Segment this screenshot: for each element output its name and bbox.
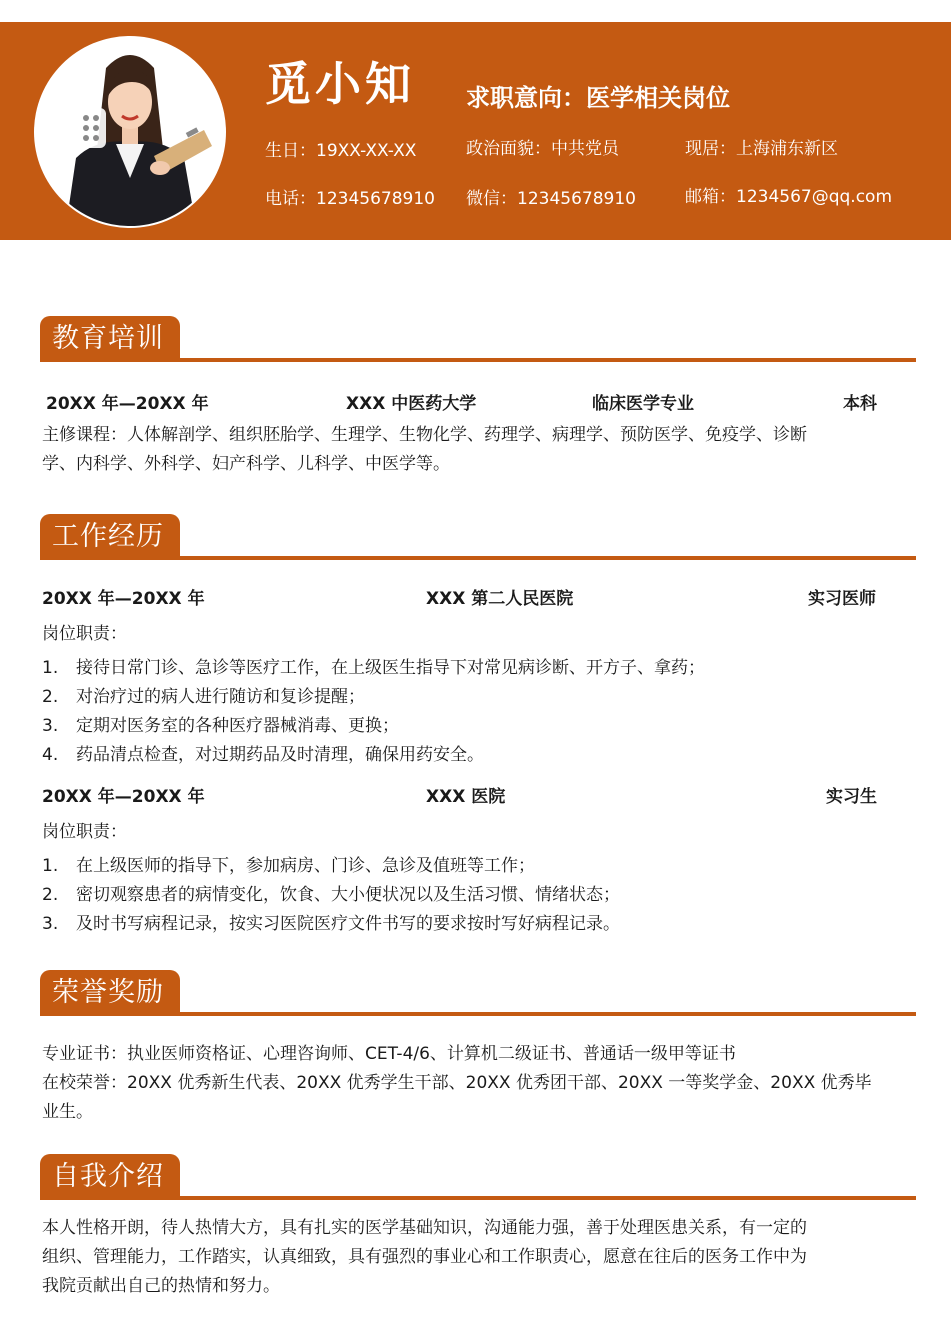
job-1-duty-label: 岗位职责： — [42, 624, 127, 644]
education-courses-line2: 学、内科学、外科学、妇产科学、儿科学、中医学等。 — [42, 454, 450, 474]
job-1-role: 实习医师 — [808, 589, 876, 609]
job-2-period: 20XX 年—20XX 年 — [42, 787, 205, 807]
job-2-duty-label: 岗位职责： — [42, 822, 127, 842]
honors-divider — [40, 1012, 916, 1016]
list-item: 2. 密切观察患者的病情变化，饮食、大小便状况以及生活习惯、情绪状态； — [42, 885, 620, 905]
job-2-role: 实习生 — [826, 787, 877, 807]
self-intro-line3: 我院贡献出自己的热情和努力。 — [42, 1276, 280, 1296]
birthday: 生日：19XX-XX-XX — [265, 141, 417, 161]
education-divider — [40, 358, 916, 362]
job-1-org: XXX 第二人民医院 — [426, 589, 574, 609]
education-period: 20XX 年—20XX 年 — [46, 394, 209, 414]
job-intent: 求职意向：医学相关岗位 — [466, 84, 730, 112]
residence: 现居：上海浦东新区 — [685, 139, 838, 159]
honors-school-line2: 业生。 — [42, 1102, 93, 1122]
phone: 电话：12345678910 — [265, 189, 435, 209]
honors-school-line1: 在校荣誉：20XX 优秀新生代表、20XX 优秀学生干部、20XX 优秀团干部、20XX 一等奖学金、20XX 优秀毕 — [42, 1073, 872, 1093]
education-courses-line1: 主修课程：人体解剖学、组织胚胎学、生理学、生物化学、药理学、病理学、预防医学、免疫学、诊断 — [42, 425, 807, 445]
self-intro-title: 自我介绍 — [40, 1154, 180, 1200]
list-item: 3. 定期对医务室的各种医疗器械消毒、更换； — [42, 716, 399, 736]
list-item: 1. 在上级医师的指导下，参加病房、门诊、急诊及值班等工作； — [42, 856, 535, 876]
education-title: 教育培训 — [40, 316, 180, 362]
email: 邮箱：1234567@qq.com — [685, 187, 893, 207]
honors-title: 荣誉奖励 — [40, 970, 180, 1016]
honors-certificates: 专业证书：执业医师资格证、心理咨询师、CET-4/6、计算机二级证书、普通话一级甲等证书 — [42, 1044, 736, 1064]
work-title: 工作经历 — [40, 514, 180, 560]
self-intro-divider — [40, 1196, 916, 1200]
list-item: 1. 接待日常门诊、急诊等医疗工作，在上级医生指导下对常见病诊断、开方子、拿药； — [42, 658, 705, 678]
education-degree: 本科 — [843, 394, 877, 414]
wechat: 微信：12345678910 — [466, 189, 636, 209]
candidate-name: 觅小知 — [265, 57, 415, 111]
self-intro-line2: 组织、管理能力，工作踏实，认真细致，具有强烈的事业心和工作职责心，愿意在往后的医务工作中为 — [42, 1247, 807, 1267]
list-item: 3. 及时书写病程记录，按实习医院医疗文件书写的要求按时写好病程记录。 — [42, 914, 620, 934]
person-photo-icon — [36, 38, 224, 226]
avatar-photo — [36, 38, 224, 226]
self-intro-line1: 本人性格开朗，待人热情大方，具有扎实的医学基础知识，沟通能力强，善于处理医患关系，有一定的 — [42, 1218, 807, 1238]
list-item: 4. 药品清点检查，对过期药品及时清理，确保用药安全。 — [42, 745, 484, 765]
work-divider — [40, 556, 916, 560]
job-2-org: XXX 医院 — [426, 787, 506, 807]
education-major: 临床医学专业 — [592, 394, 694, 414]
job-1-period: 20XX 年—20XX 年 — [42, 589, 205, 609]
education-school: XXX 中医药大学 — [346, 394, 477, 414]
list-item: 2. 对治疗过的病人进行随访和复诊提醒； — [42, 687, 365, 707]
political-status: 政治面貌：中共党员 — [466, 139, 619, 159]
